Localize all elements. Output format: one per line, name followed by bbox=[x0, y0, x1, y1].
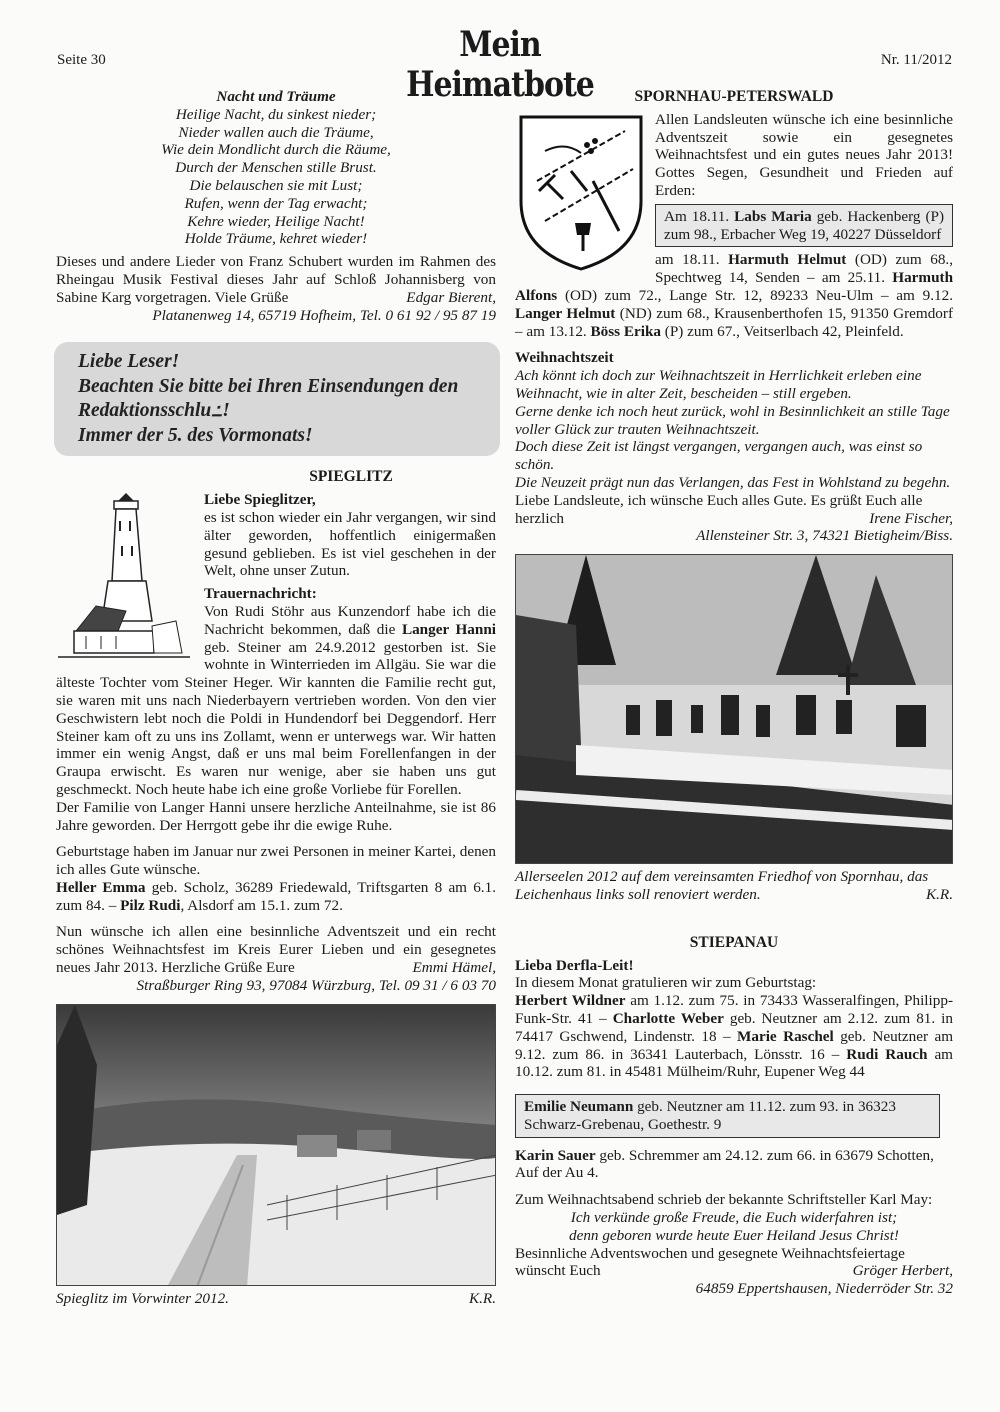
birthday-text: (P) zum 67., Veitserlbach 42, Pleinfeld. bbox=[664, 322, 904, 340]
section-heading-stiepanau: STIEPANAU bbox=[689, 933, 779, 951]
birthday-name: Böss Erika bbox=[590, 322, 661, 340]
notice-line: Liebe Leser! bbox=[78, 351, 180, 373]
poem-line: Holde Träume, kehret wieder! bbox=[184, 230, 368, 248]
birthday-text: (ND) zum 68., Krausenberthofen 15, 91350 Gremdorf – am 13.12. bbox=[515, 304, 953, 340]
photo-spieglitz-road bbox=[56, 1004, 496, 1286]
photo-cemetery-image bbox=[516, 555, 953, 864]
spornhau-intro: Allen Landsleuten wünsche ich eine besinnliche Adventszeit sowie ein gesegnetes Weihnachtsfest und ein gutes neues Jahr 2013! Gottes Segen, Gesundheit und Frieden auf Erden: bbox=[655, 110, 953, 199]
poem-line: Die belauschen sie mit Lust; bbox=[189, 176, 363, 194]
birthday-text: geb. Neutzner am 2.12. zum 81. in 74417 Gschwend, Lindenstr. 18 – bbox=[515, 1009, 953, 1045]
birthday-date: am 18.11. bbox=[655, 251, 720, 269]
spornhau-address: Allensteiner Str. 3, 74321 Bietigheim/Biss. bbox=[696, 527, 953, 545]
spieglitz-greeting: Liebe Spieglitzer, bbox=[204, 491, 316, 509]
closing-text: Nun wünsche ich allen eine besinnliche Adventszeit und ein recht schönes Weihnachtsfest im Kreis Eurer Lieben und ein gesegnetes neues Jahr 2013. Herzliche Grüße Eure bbox=[56, 923, 496, 977]
section-heading-spornhau: SPORNHAU-PETERSWALD bbox=[634, 88, 834, 105]
poem-line: Rufen, wenn der Tag erwacht; bbox=[184, 194, 368, 212]
birthday-text: am 1.12. zum 75. in 73433 Wasseralfingen, Philipp-Funk-Str. 41 – bbox=[515, 992, 953, 1027]
spornhau-highlight-box bbox=[655, 204, 953, 248]
weihnachtszeit-title: Weihnachtszeit bbox=[515, 349, 614, 367]
birthday-text: (OD) zum 68., Spechtweg 14, Senden – am 25.11. bbox=[655, 251, 954, 287]
poem-address: Platanenweg 14, 65719 Hofheim, Tel. 0 61 92 / 95 87 19 bbox=[152, 306, 496, 324]
birthday-name: Rudi Rauch bbox=[846, 1045, 928, 1063]
issue-number: Nr. 11/2012 bbox=[880, 52, 952, 68]
birthday-text: am 10.12. zum 81. in 45481 Mülheim/Ruhr, Eupener Weg 44 bbox=[515, 1045, 953, 1081]
poem-stanza: Ach könnt ich doch zur Weihnachtszeit in Herrlichkeit erleben eine Weihnacht, wie in alter Zeit, bescheiden – still ergeben. bbox=[515, 367, 922, 402]
poem-note-text: Dieses und andere Lieder von Franz Schubert wurden im Rahmen des Rheingau Musik Festival dieses Jahr auf Schloß Johannisberg von Sabine Karg vorgetragen. Viele Grüße bbox=[56, 253, 496, 306]
birthday-text: (OD) zum 72., Lange Str. 12, 89233 Neu-Ulm – am 9.12. bbox=[564, 286, 953, 304]
notice-line: Beachten Sie bitte bei Ihren Einsendungen den Redaktionsschlu߸! bbox=[78, 375, 459, 422]
poem-title: Nacht und Träume bbox=[216, 88, 336, 105]
closing-text: Liebe Landsleute, ich wünsche Euch alles Gute. Es grüßt Euch alle herzlich bbox=[515, 491, 923, 527]
section-heading-spieglitz: SPIEGLITZ bbox=[309, 468, 393, 486]
spornhau-closing bbox=[515, 492, 953, 528]
weihnachtszeit-poem bbox=[515, 367, 953, 492]
spieglitz-author: Emmi Hämel, bbox=[412, 959, 496, 977]
condolence-text: Der Familie von Langer Hanni unsere herzliche Anteilnahme, sie ist 86 Jahre geworden. Der Herrgott gebe ihr die ewige Ruhe. bbox=[56, 798, 496, 834]
poem-line: Wie dein Mondlicht durch die Räume, bbox=[161, 141, 391, 159]
poem-line: Nieder wallen auch die Träume, bbox=[178, 123, 374, 141]
karl-may-quote bbox=[515, 1209, 953, 1245]
caption-text: Allerseelen 2012 auf dem vereinsamten Friedhof von Spornhau, das Leichenhaus links soll renoviert werden. bbox=[515, 868, 929, 903]
stiepanau-birthdays bbox=[515, 992, 953, 1081]
spieglitz-intro: es ist schon wieder ein Jahr vergangen, wir sind älter geworden, hoffentlich einigermaßen gesund geblieben. Es ist viel geschehen in der Welt, ohne unser Zutun. bbox=[204, 508, 496, 580]
birthday-name: Pilz Rudi bbox=[120, 896, 181, 914]
poem-line: Kehre wieder, Heilige Nacht! bbox=[187, 212, 365, 230]
stiepanau-intro: In diesem Monat gratulieren wir zum Geburtstag: bbox=[515, 974, 817, 992]
masthead-title: Mein Heimatbote bbox=[406, 24, 594, 106]
stiepanau-birthday-extra bbox=[515, 1147, 953, 1183]
poem-stanza: Gerne denke ich noch heut zurück, wohl in Besinnlichkeit an stille Tage voller Glück zur trauten Weihnachtszeit. bbox=[515, 402, 950, 438]
birthday-name: Harmuth Helmut bbox=[728, 251, 847, 269]
poem-line: Heilige Nacht, du sinkest nieder; bbox=[175, 105, 377, 123]
editorial-notice bbox=[54, 342, 500, 456]
birthday-name: Harmuth Alfons bbox=[515, 269, 954, 304]
quote-line: Ich verkünde große Freude, die Euch widerfahren ist; bbox=[570, 1209, 898, 1227]
spieglitz-body bbox=[56, 491, 496, 995]
birthday-name: Charlotte Weber bbox=[612, 1009, 724, 1027]
spornhau-author: Irene Fischer, bbox=[869, 509, 953, 527]
notice-line: Immer der 5. des Vormonats! bbox=[78, 424, 313, 446]
stiepanau-author: Gröger Herbert, bbox=[852, 1262, 953, 1280]
right-column bbox=[515, 88, 953, 1298]
box-name: Emilie Neumann bbox=[524, 1098, 634, 1116]
birthday-text: geb. Neutzner am 9.12. zum 86. in 36341 Lauterbach, Lönsstr. 16 – bbox=[515, 1027, 954, 1063]
stiepanau-address: 64859 Eppertshausen, Niederröder Str. 32 bbox=[695, 1280, 953, 1298]
photo-caption-spieglitz bbox=[56, 1290, 496, 1308]
caption-text: Spieglitz im Vorwinter 2012. bbox=[56, 1289, 229, 1307]
birthday-name: Langer Helmut bbox=[515, 304, 616, 322]
poem-author: Edgar Bierent, bbox=[406, 288, 496, 306]
photo-caption-cemetery bbox=[515, 868, 953, 904]
poem-note bbox=[56, 253, 496, 306]
tower-illustration bbox=[56, 491, 194, 663]
birthday-name: Karin Sauer bbox=[515, 1146, 596, 1164]
stiepanau-closing bbox=[515, 1245, 953, 1281]
birthday-text: geb. Schremmer am 24.12. zum 66. in 63679 Schotten, Auf der Au 4. bbox=[515, 1146, 934, 1182]
trauer-text-b: geb. Steiner am 24.9.2012 gestorben ist. Sie wohnte in Winterrieden im Allgäu. Sie war die älteste Tochter vom Steiner Heger. Wir kannten die Familie recht gut, sie waren mit uns nach Niederbayern vertrieben worden. Von den vier Geschwistern lebt noch die Poldi in Hundendorf bei Deggendorf. Herr Steiner kam oft zu uns ins Zollamt, wenn er unterwegs war. Wir hatten immer ein wenig Angst, daß er uns mal beim Forellenfangen in der Graupa erwischt. Es waren nur wenige, aber sie haben uns gut geschmeckt. Noch heute habe ich eine große Vorliebe für Forellen. bbox=[56, 638, 496, 798]
coat-of-arms-icon bbox=[515, 111, 647, 273]
poem-block bbox=[56, 88, 496, 248]
photo-cemetery bbox=[515, 554, 953, 864]
stiepanau-highlight-box bbox=[515, 1094, 940, 1138]
birthday-intro: Geburtstage haben im Januar nur zwei Personen in meiner Kartei, denen ich alles Gute wünsche. bbox=[56, 843, 496, 879]
box-text: geb. Hackenberg (P) zum 98., Erbacher Weg 19, 40227 Düsseldorf bbox=[664, 207, 945, 243]
trauer-title: Trauernachricht: bbox=[204, 585, 317, 603]
caption-credit: K.R. bbox=[468, 1289, 496, 1307]
closing-text: Besinnliche Adventswochen und gesegnete Weihnachtsfeiertage wünscht Euch bbox=[515, 1244, 905, 1280]
birthday-name: Herbert Wildner bbox=[515, 992, 626, 1010]
poem-stanza: Doch diese Zeit ist längst vergangen, vergangen auch, was einst so schön. bbox=[515, 438, 923, 474]
page-number: Seite 30 bbox=[57, 52, 106, 68]
trauer-name: Langer Hanni bbox=[401, 620, 497, 638]
birthday-text: , Alsdorf am 15.1. zum 72. bbox=[180, 896, 343, 914]
spieglitz-address: Straßburger Ring 93, 97084 Würzburg, Tel. 09 31 / 6 03 70 bbox=[136, 976, 496, 994]
stiepanau-greeting: Lieba Derfla-Leit! bbox=[515, 956, 634, 974]
birthday-name: Heller Emma bbox=[56, 878, 146, 896]
box-name: Labs Maria bbox=[734, 207, 812, 225]
spornhau-body bbox=[515, 111, 953, 341]
birthday-text: geb. Scholz, 36289 Friedewald, Triftsgarten 8 am 6.1. zum 84. – bbox=[56, 878, 496, 914]
birthday-name: Marie Raschel bbox=[737, 1027, 834, 1045]
left-column bbox=[56, 88, 496, 1307]
quote-line: denn geboren wurde heute Euer Heiland Jesus Christ! bbox=[569, 1226, 899, 1244]
poem-stanza: Die Neuzeit prägt nun das Verlangen, das Fest in Wohlstand zu begehn. bbox=[515, 473, 951, 491]
photo-spieglitz-image bbox=[57, 1005, 496, 1286]
karl-may-intro: Zum Weihnachtsabend schrieb der bekannte Schriftsteller Karl May: bbox=[515, 1191, 933, 1209]
spieglitz-closing bbox=[56, 923, 496, 976]
box-text: geb. Neutzner am 11.12. zum 93. in 36323 Schwarz-Grebenau, Goethestr. 9 bbox=[524, 1098, 896, 1133]
box-date: Am 18.11. bbox=[664, 207, 730, 225]
poem-line: Durch der Menschen stille Brust. bbox=[175, 159, 377, 177]
caption-credit: K.R. bbox=[925, 885, 953, 903]
birthday-list bbox=[56, 879, 496, 915]
trauer-text-a: Von Rudi Stöhr aus Kunzendorf habe ich die Nachricht bekommen, daß die bbox=[204, 602, 496, 638]
